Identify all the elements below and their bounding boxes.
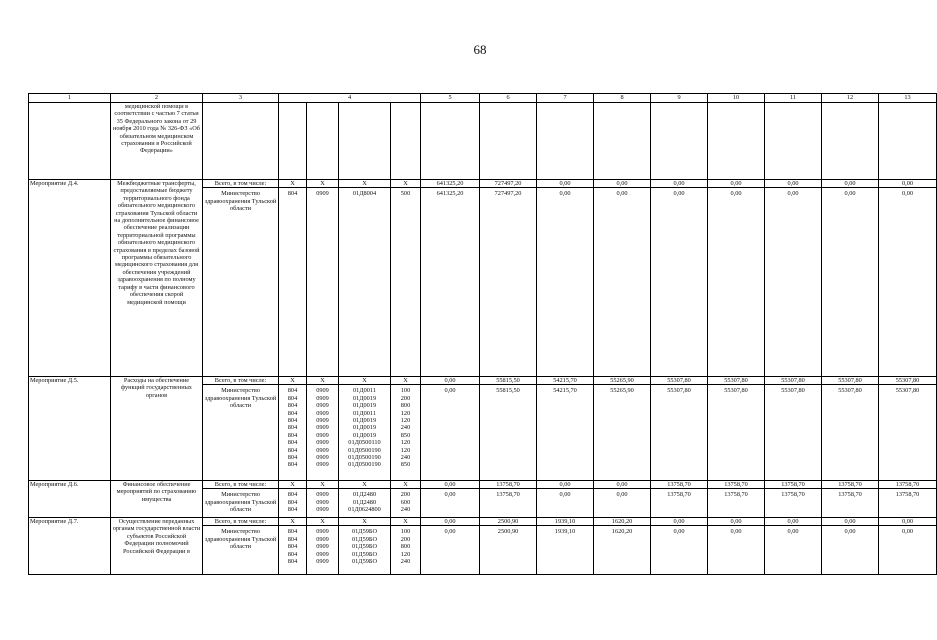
total-value: 0,00	[537, 180, 593, 188]
code-value: X	[307, 481, 338, 489]
code-value: 0909	[316, 439, 329, 447]
code-value: 804	[287, 535, 298, 543]
code-cell-4	[391, 518, 421, 575]
code-value: 800	[400, 402, 411, 410]
event-cell	[29, 377, 111, 481]
code-value: 120	[400, 409, 411, 417]
executor-name: Министерство здравоохранения Тульской области	[204, 491, 277, 514]
code-value: X	[339, 377, 390, 385]
code-value: 0909	[316, 506, 329, 514]
code-value: 01Д0500190	[348, 461, 381, 469]
code-value: 804	[287, 387, 298, 395]
header-cell: 10	[708, 94, 765, 103]
value-cell-6	[480, 377, 537, 481]
value-cell-5	[421, 518, 480, 575]
value-cell-8	[594, 377, 651, 481]
code-value: 01Д0500190	[348, 454, 381, 462]
header-cell: 5	[421, 94, 480, 103]
code-value: X	[339, 481, 390, 489]
code-value: 01Д2480	[352, 498, 377, 506]
event-cell	[29, 518, 111, 575]
code-value: X	[391, 481, 420, 489]
value-cell-8	[594, 180, 651, 377]
executor-value: 55307,80	[667, 387, 691, 395]
code-value: X	[307, 518, 338, 526]
code-cell-4	[391, 180, 421, 377]
total-value: 55307,80	[708, 377, 764, 385]
header-cell: 1	[29, 94, 111, 103]
executor-value: 0,00	[844, 190, 856, 198]
table-row	[29, 103, 937, 180]
code-value: 01Д0019	[352, 394, 377, 402]
code-value: 804	[287, 491, 298, 499]
code-cell-3	[339, 180, 391, 377]
total-value: 0,00	[822, 180, 878, 188]
total-value: 0,00	[822, 518, 878, 526]
value-cell-9	[651, 180, 708, 377]
header-cell: 4	[279, 94, 421, 103]
total-value: 2500,90	[480, 518, 536, 526]
executor-cell	[203, 180, 279, 377]
executor-value: 0,00	[730, 190, 742, 198]
budget-table	[28, 93, 937, 575]
code-value: 850	[400, 461, 411, 469]
executor-value: 0,00	[844, 528, 856, 536]
code-value: 01Д0011	[353, 409, 376, 417]
code-value: 200	[400, 394, 411, 402]
header-cell: 8	[594, 94, 651, 103]
value-cell-11	[765, 180, 822, 377]
value-cell-11	[765, 518, 822, 575]
header-cell: 12	[822, 94, 879, 103]
table-row	[29, 481, 937, 518]
code-value: 804	[287, 431, 298, 439]
total-label: Всего, в том числе:	[203, 377, 278, 385]
total-value: 0,00	[879, 180, 936, 188]
header-cell: 2	[111, 94, 203, 103]
executor-value: 0,00	[559, 190, 571, 198]
executor-value: 0,00	[616, 491, 628, 499]
code-value: 01Д59БО	[351, 535, 377, 543]
code-cell-2	[307, 180, 339, 377]
total-value: 55307,80	[879, 377, 936, 385]
code-value: 01Д59БО	[351, 550, 377, 558]
value-cell-7	[537, 377, 594, 481]
value-cell-9	[651, 377, 708, 481]
code-value: 120	[400, 446, 411, 454]
code-cell-4	[391, 377, 421, 481]
description-text: Осуществление переданных органам государственной власти субъектов Российской Федерации полномочий Российской Федерации в	[112, 518, 201, 555]
code-value: 01Д0019	[352, 424, 377, 432]
code-value: 240	[400, 454, 411, 462]
total-value: 13758,70	[879, 481, 936, 489]
executor-value: 13758,70	[781, 491, 805, 499]
code-value: 804	[287, 446, 298, 454]
total-value: 1939,10	[537, 518, 593, 526]
total-value: 0,00	[594, 481, 650, 489]
code-value: X	[279, 518, 306, 526]
total-value: 727497,20	[480, 180, 536, 188]
code-value: 0909	[316, 498, 329, 506]
code-value: X	[339, 518, 390, 526]
value-cell-7	[537, 481, 594, 518]
executor-value: 55307,80	[838, 387, 862, 395]
executor-value: 55307,80	[895, 387, 920, 395]
code-value: 804	[287, 190, 298, 198]
executor-name: Министерство здравоохранения Тульской области	[204, 190, 277, 213]
code-value: 804	[287, 424, 298, 432]
code-value: 800	[400, 543, 411, 551]
code-value: 804	[287, 394, 298, 402]
description-cell	[111, 518, 203, 575]
value-cell-6	[480, 481, 537, 518]
value-cell-13	[879, 377, 937, 481]
event-cell	[29, 481, 111, 518]
total-value: 13758,70	[822, 481, 878, 489]
total-value: 641325,20	[421, 180, 479, 188]
code-value: 804	[287, 558, 298, 566]
code-value: 804	[287, 454, 298, 462]
executor-value: 0,00	[787, 190, 799, 198]
code-value: 100	[400, 387, 411, 395]
code-value: X	[339, 180, 390, 188]
code-value: 200	[400, 535, 411, 543]
code-value: X	[391, 518, 420, 526]
value-cell-7	[537, 180, 594, 377]
code-cell-1	[279, 377, 307, 481]
code-cell-3	[339, 103, 391, 180]
executor-value: 54215,70	[553, 387, 577, 395]
code-value: X	[307, 377, 338, 385]
executor-value: 13758,70	[724, 491, 748, 499]
executor-value: 13758,70	[895, 491, 920, 499]
code-value: X	[279, 481, 306, 489]
executor-value: 0,00	[444, 491, 456, 499]
value-cell-12	[822, 377, 879, 481]
code-value: 0909	[316, 491, 329, 499]
total-value: 0,00	[537, 481, 593, 489]
total-label: Всего, в том числе:	[203, 481, 278, 489]
value-cell-5	[421, 180, 480, 377]
executor-value: 55265,90	[610, 387, 634, 395]
value-cell-5	[421, 481, 480, 518]
description-cell	[111, 481, 203, 518]
event-label: Мероприятие Д.6.	[30, 481, 79, 488]
value-cell-6	[480, 518, 537, 575]
description-cell	[111, 103, 203, 180]
executor-value: 1939,10	[554, 528, 576, 536]
total-value: 0,00	[594, 180, 650, 188]
page-number: 68	[473, 42, 487, 57]
total-value: 0,00	[879, 518, 936, 526]
value-cell-12	[822, 481, 879, 518]
value-cell-5	[421, 103, 480, 180]
code-value: X	[391, 377, 420, 385]
code-value: 0909	[316, 431, 329, 439]
value-cell-10	[708, 481, 765, 518]
executor-value: 13758,70	[667, 491, 691, 499]
total-value: 0,00	[651, 180, 707, 188]
value-cell-13	[879, 180, 937, 377]
event-label: Мероприятие Д.7.	[30, 518, 79, 525]
code-value: 120	[400, 417, 411, 425]
code-value: 01Д8004	[352, 190, 377, 198]
total-value: 0,00	[765, 180, 821, 188]
total-value: 54215,70	[537, 377, 593, 385]
code-value: 120	[400, 439, 411, 447]
code-value: X	[279, 377, 306, 385]
code-cell-2	[307, 377, 339, 481]
code-cell-3	[339, 377, 391, 481]
code-value: 01Д2480	[352, 491, 377, 499]
executor-value: 0,00	[902, 528, 914, 536]
value-cell-8	[594, 481, 651, 518]
executor-value: 0,00	[673, 528, 685, 536]
code-value: 01Д0624800	[348, 506, 381, 514]
value-cell-12	[822, 180, 879, 377]
value-cell-10	[708, 180, 765, 377]
executor-cell	[203, 377, 279, 481]
total-label: Всего, в том числе:	[203, 180, 278, 188]
code-value: 01Д0011	[353, 387, 376, 395]
code-value: 804	[287, 543, 298, 551]
executor-name: Министерство здравоохранения Тульской области	[204, 387, 277, 410]
total-value: 55265,90	[594, 377, 650, 385]
code-cell-1	[279, 103, 307, 180]
code-cell-1	[279, 180, 307, 377]
code-value: 0909	[316, 417, 329, 425]
executor-value: 0,00	[787, 528, 799, 536]
description-text: Межбюджетные трансферты, предоставляемые бюджету территориального фонда обязательного медицинского страхования Тульской области на дополнительное финансовое обеспечение реализации территориальной программы обязательного медицинского страхования в пределах базовой программы обязательного медицинского страхования для обеспечения учреждений здравоохранения по полному тарифу в части финансового обеспечения скорой медицинской помощи	[113, 180, 200, 306]
value-cell-9	[651, 518, 708, 575]
header-cell: 6	[480, 94, 537, 103]
executor-value: 1620,20	[611, 528, 633, 536]
executor-value: 55307,80	[724, 387, 748, 395]
code-value: X	[279, 180, 306, 188]
value-cell-8	[594, 103, 651, 180]
executor-value: 641325,20	[436, 190, 464, 198]
value-cell-13	[879, 518, 937, 575]
executor-value: 0,00	[902, 190, 914, 198]
code-value: 0909	[316, 409, 329, 417]
value-cell-10	[708, 377, 765, 481]
code-value: 0909	[316, 454, 329, 462]
executor-cell	[203, 518, 279, 575]
code-value: 804	[287, 402, 298, 410]
code-value: 804	[287, 439, 298, 447]
executor-value: 13758,70	[838, 491, 862, 499]
value-cell-11	[765, 377, 822, 481]
header-cell: 7	[537, 94, 594, 103]
code-value: 500	[400, 190, 411, 198]
header-cell: 13	[879, 94, 937, 103]
executor-value: 0,00	[444, 387, 456, 395]
executor-cell	[203, 481, 279, 518]
value-cell-10	[708, 103, 765, 180]
description-cell	[111, 377, 203, 481]
total-value: 13758,70	[708, 481, 764, 489]
code-cell-4	[391, 481, 421, 518]
code-value: 0909	[316, 528, 329, 536]
total-value: 0,00	[765, 518, 821, 526]
code-value: 0909	[316, 190, 329, 198]
code-value: 804	[287, 528, 298, 536]
code-value: 01Д0019	[352, 417, 377, 425]
code-cell-1	[279, 518, 307, 575]
executor-value: 0,00	[559, 491, 571, 499]
table-row	[29, 377, 937, 481]
code-value: 0909	[316, 446, 329, 454]
total-value: 55307,80	[822, 377, 878, 385]
total-value: 0,00	[421, 377, 479, 385]
value-cell-9	[651, 103, 708, 180]
header-cell: 11	[765, 94, 822, 103]
value-cell-5	[421, 377, 480, 481]
total-value: 0,00	[421, 518, 479, 526]
code-value: 850	[400, 431, 411, 439]
executor-value: 0,00	[730, 528, 742, 536]
code-value: 804	[287, 506, 298, 514]
executor-value: 55307,80	[781, 387, 805, 395]
code-value: 01Д0500190	[348, 446, 381, 454]
total-value: 0,00	[651, 518, 707, 526]
code-value: 01Д59БО	[351, 543, 377, 551]
executor-cell	[203, 103, 279, 180]
total-label: Всего, в том числе:	[203, 518, 278, 526]
code-value: X	[391, 180, 420, 188]
code-value: 600	[400, 498, 411, 506]
total-value: 1620,20	[594, 518, 650, 526]
code-value: 240	[400, 424, 411, 432]
description-text: Расходы на обеспечение функций государственных органов	[121, 377, 192, 399]
total-value: 13758,70	[651, 481, 707, 489]
code-value: X	[307, 180, 338, 188]
value-cell-6	[480, 103, 537, 180]
code-value: 804	[287, 550, 298, 558]
code-value: 804	[287, 409, 298, 417]
event-cell	[29, 180, 111, 377]
executor-value: 0,00	[444, 528, 456, 536]
code-cell-3	[339, 518, 391, 575]
value-cell-7	[537, 518, 594, 575]
code-value: 01Д59БО	[351, 528, 377, 536]
value-cell-13	[879, 103, 937, 180]
value-cell-12	[822, 103, 879, 180]
executor-value: 13758,70	[496, 491, 520, 499]
code-value: 0909	[316, 543, 329, 551]
value-cell-9	[651, 481, 708, 518]
value-cell-11	[765, 103, 822, 180]
table-row	[29, 180, 937, 377]
code-value: 0909	[316, 558, 329, 566]
event-label: Мероприятие Д.5.	[30, 377, 79, 384]
value-cell-11	[765, 481, 822, 518]
code-value: 01Д59БО	[351, 558, 377, 566]
code-value: 0909	[316, 535, 329, 543]
code-value: 804	[287, 498, 298, 506]
code-value: 01Д0500110	[348, 439, 381, 447]
executor-value: 55815,50	[496, 387, 520, 395]
code-value: 100	[400, 528, 411, 536]
code-cell-4	[391, 103, 421, 180]
value-cell-8	[594, 518, 651, 575]
value-cell-7	[537, 103, 594, 180]
table-row	[29, 518, 937, 575]
value-cell-12	[822, 518, 879, 575]
code-value: 0909	[316, 424, 329, 432]
code-value: 804	[287, 417, 298, 425]
code-value: 0909	[316, 461, 329, 469]
total-value: 55307,80	[651, 377, 707, 385]
executor-name: Министерство здравоохранения Тульской области	[204, 528, 277, 551]
total-value: 0,00	[421, 481, 479, 489]
total-value: 55815,50	[480, 377, 536, 385]
executor-value: 0,00	[616, 190, 628, 198]
code-value: 0909	[316, 394, 329, 402]
code-cell-1	[279, 481, 307, 518]
total-value: 0,00	[708, 180, 764, 188]
code-value: 0909	[316, 387, 329, 395]
total-value: 13758,70	[480, 481, 536, 489]
code-value: 200	[400, 491, 411, 499]
code-value: 120	[400, 550, 411, 558]
code-value: 240	[400, 558, 411, 566]
code-cell-2	[307, 481, 339, 518]
code-value: 01Д0019	[352, 431, 377, 439]
code-cell-2	[307, 103, 339, 180]
description-text: Финансовое обеспечение мероприятий по страхованию имущества	[116, 481, 197, 503]
value-cell-13	[879, 481, 937, 518]
total-value: 55307,80	[765, 377, 821, 385]
code-cell-2	[307, 518, 339, 575]
total-value: 13758,70	[765, 481, 821, 489]
executor-value: 2500,90	[497, 528, 519, 536]
description-cell	[111, 180, 203, 377]
code-cell-3	[339, 481, 391, 518]
event-cell	[29, 103, 111, 180]
event-label: Мероприятие Д.4.	[30, 180, 79, 187]
total-value: 0,00	[708, 518, 764, 526]
header-row	[29, 94, 937, 103]
executor-value: 0,00	[673, 190, 685, 198]
value-cell-10	[708, 518, 765, 575]
code-value: 240	[400, 506, 411, 514]
code-value: 01Д0019	[352, 402, 377, 410]
executor-value: 727497,20	[494, 190, 522, 198]
code-value: 0909	[316, 550, 329, 558]
code-value: 0909	[316, 402, 329, 410]
header-cell: 3	[203, 94, 279, 103]
description-text: медицинской помощи в соответствии с частью 7 статьи 35 Федерального закона от 29 ноября 2010 года № 326-ФЗ «Об обязательном медицинском страховании в Российской Федерации»	[113, 103, 200, 155]
code-value: 804	[287, 461, 298, 469]
header-cell: 9	[651, 94, 708, 103]
value-cell-6	[480, 180, 537, 377]
